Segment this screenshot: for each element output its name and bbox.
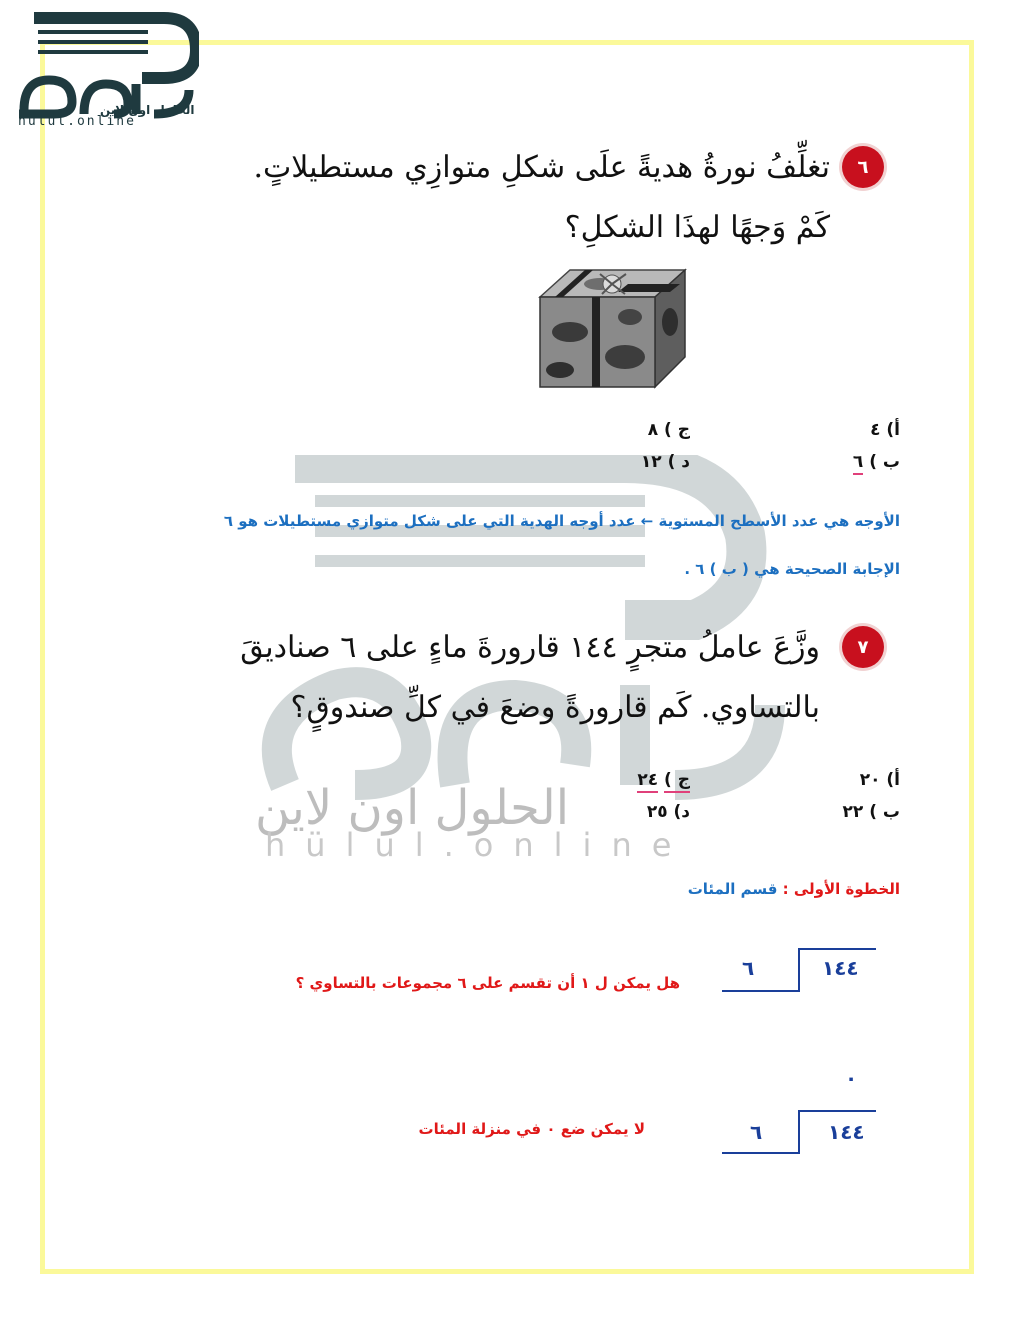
q7-option-d: د) ٢٥ — [646, 802, 690, 822]
question-7-line2: بالتساوي. كَم قارورةً وضعَ في كلِّ صندوقٍ؟ — [290, 690, 820, 725]
division-bar-bottom-2 — [722, 1152, 798, 1154]
q6-option-b — [780, 452, 900, 472]
logo-latin-text: hulul.online — [18, 114, 136, 129]
quotient-digit: ٠ — [845, 1066, 858, 1090]
division-bar-top — [798, 948, 876, 950]
q6-option-d: د ) ١٢ — [640, 452, 690, 472]
division-box-2 — [722, 1110, 876, 1154]
division-bar-side-2 — [798, 1110, 800, 1154]
step1-question: هل يمكن ل ١ أن تقسم على ٦ مجموعات بالتساوي ؟ — [295, 974, 680, 992]
divisor-1: ٦ — [742, 956, 755, 980]
q7-option-c-prefix: ج ) — [664, 770, 690, 793]
q7-option-b: ب ) ٢٢ — [842, 802, 900, 822]
gift-box-image — [530, 262, 690, 392]
q6-explanation-line1: الأوجه هي عدد الأسطح المستوية ← عدد أوجه الهدية التي على شكل متوازي مستطيلات هو ٦ — [223, 512, 900, 530]
question-7-line1: وزَّعَ عاملُ متجرٍ ١٤٤ قارورةَ ماءٍ على ٦ صناديقَ — [240, 630, 820, 665]
divisor-2: ٦ — [750, 1120, 763, 1144]
division-bar-side — [798, 948, 800, 992]
question-6-line1: تغلِّفُ نورةُ هديةً علَى شكلِ متوازِي مستطيلاتٍ. — [253, 150, 830, 185]
step1-title-topic: قسم المئات — [687, 880, 778, 898]
q6-option-b-prefix: ب ) — [869, 452, 900, 472]
q6-option-a: أ) ٤ — [870, 420, 900, 440]
q7-option-c-value: ٢٤ — [637, 770, 658, 793]
step1-title-label: الخطوة الأولى : — [782, 880, 900, 898]
q7-option-a: أ) ٢٠ — [859, 770, 900, 790]
q6-option-c: ج ) ٨ — [647, 420, 690, 440]
q7-option-c — [560, 770, 690, 790]
q6-explanation-line2: الإجابة الصحيحة هي ( ب ) ٦ . — [684, 560, 900, 578]
question-6-line2: كَمْ وَجهًا لهذَا الشكلِ؟ — [564, 210, 830, 245]
step1-title — [500, 880, 900, 898]
division-bar-top-2 — [798, 1110, 876, 1112]
watermark-latin: hülul.online — [265, 826, 692, 864]
watermark-arabic: الحلول اون لاين — [255, 780, 570, 836]
logo-arabic-text: الحلول اون لاين — [100, 103, 195, 117]
q6-option-b-value: ٦ — [853, 452, 863, 475]
question-6-badge: ٦ — [842, 146, 884, 188]
step1-answer: لا يمكن ضع ٠ في منزلة المئات — [418, 1120, 645, 1138]
dividend-2: ١٤٤ — [828, 1120, 865, 1144]
dividend-1: ١٤٤ — [822, 956, 859, 980]
question-7-badge: ٧ — [842, 626, 884, 668]
division-box-1 — [722, 948, 876, 992]
division-bar-bottom — [722, 990, 798, 992]
